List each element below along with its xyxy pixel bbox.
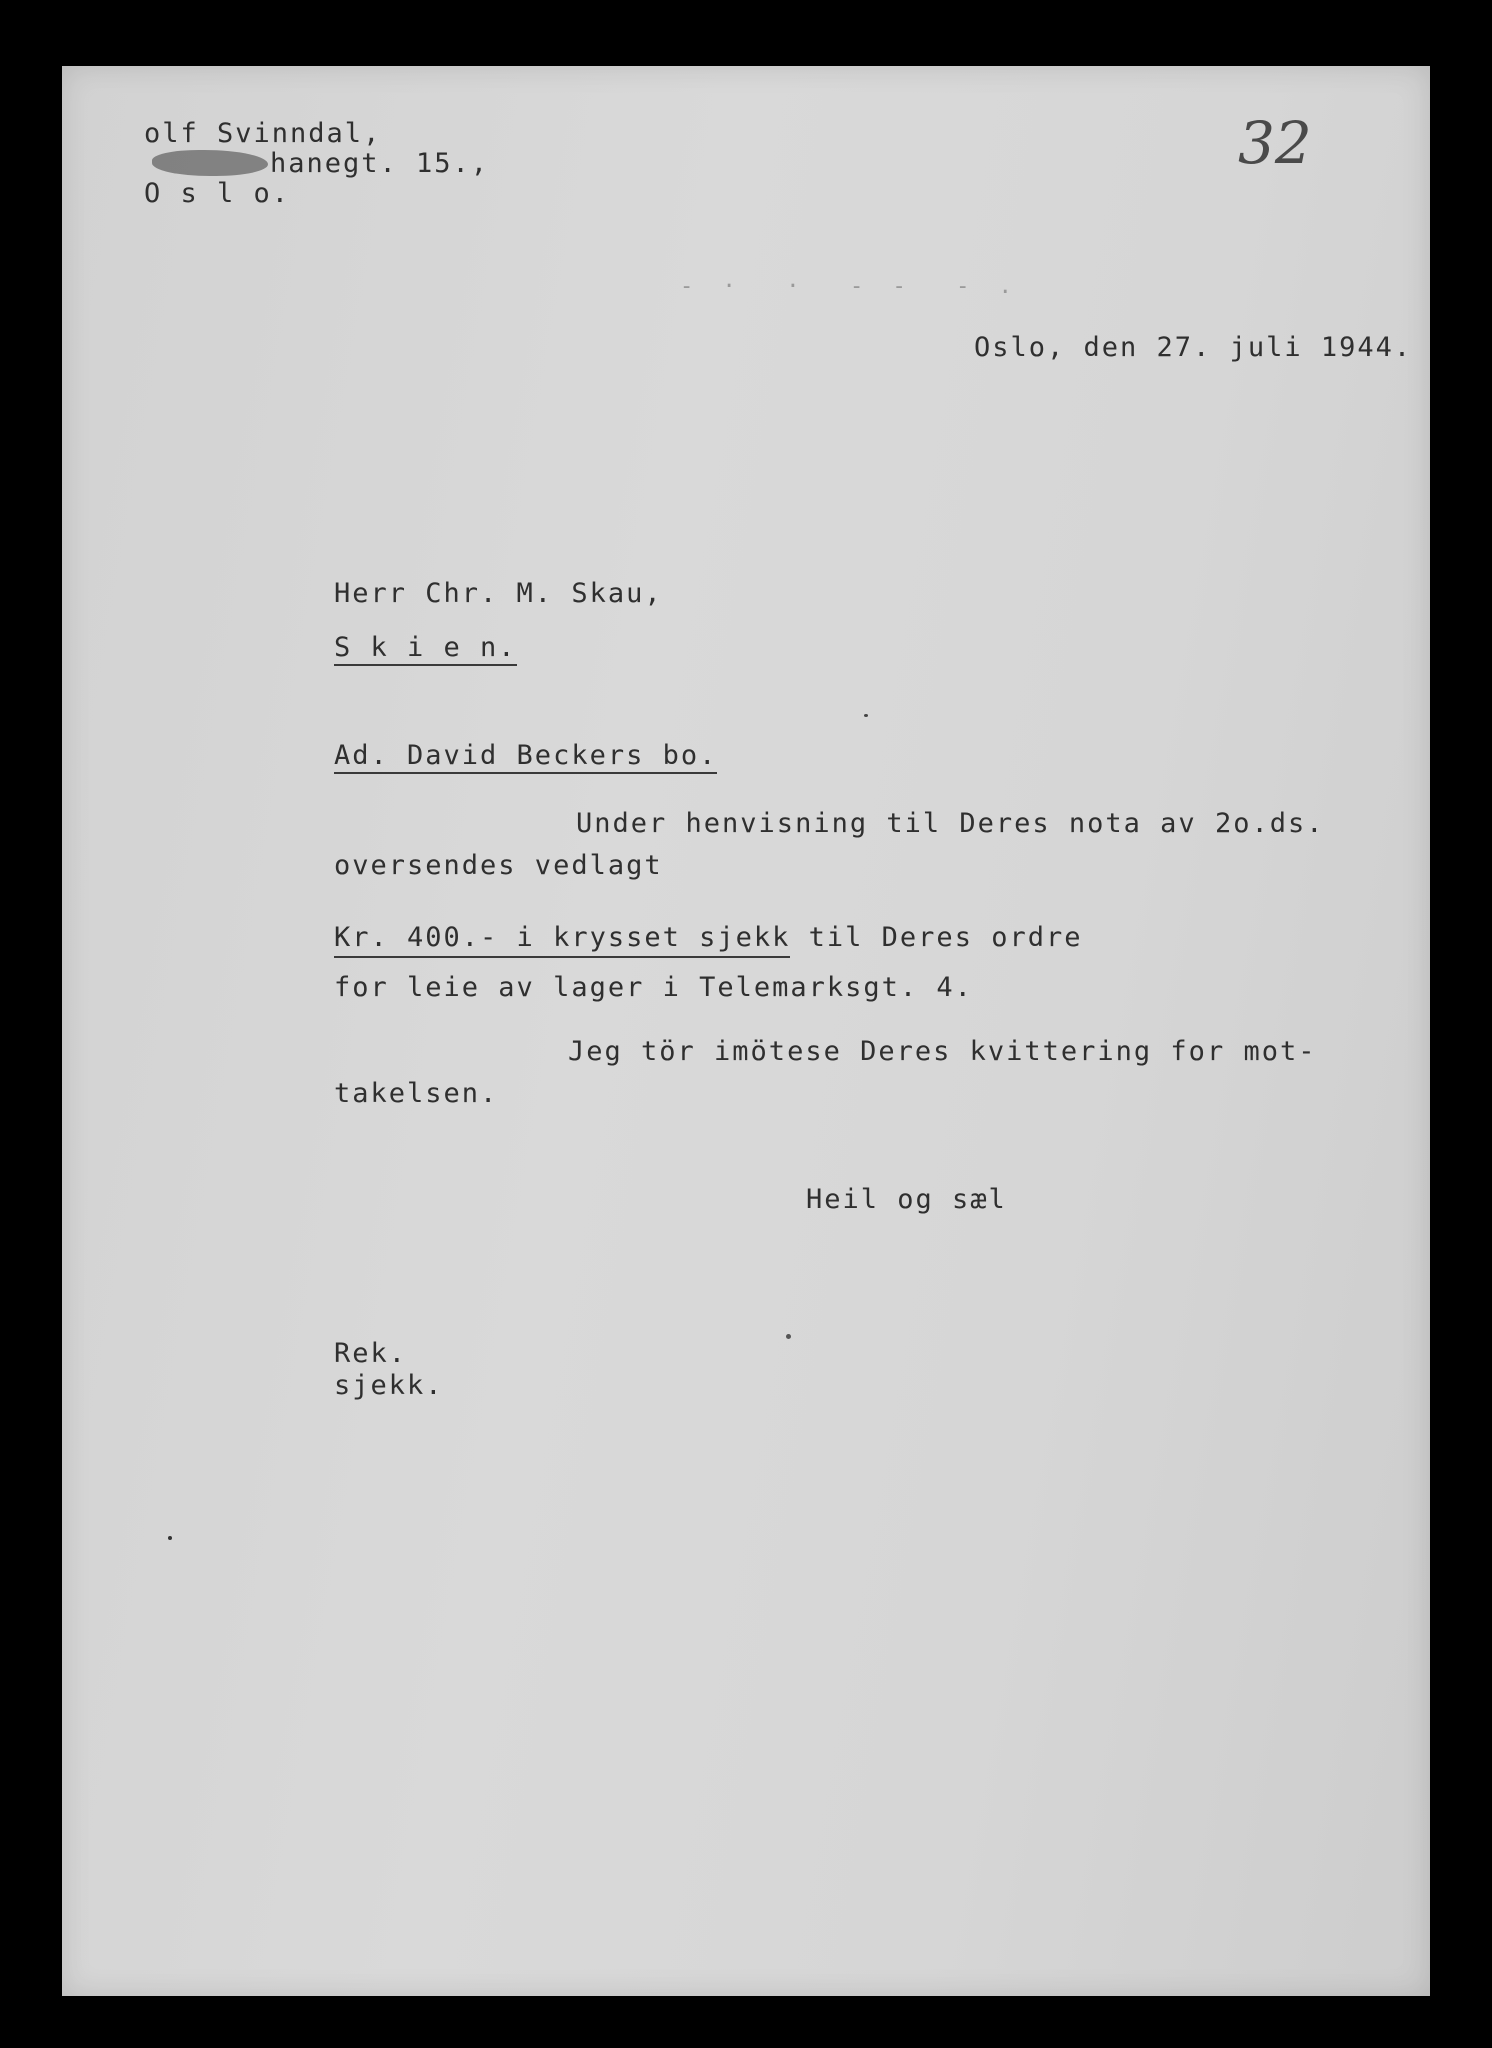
body-line-3-rest: til Deres ordre (790, 922, 1083, 953)
folio-number: 32 (1238, 109, 1312, 177)
closing: Heil og sæl (806, 1184, 1007, 1215)
body-line-2: oversendes vedlagt (334, 850, 663, 881)
ink-blot (152, 150, 268, 176)
enclosure-line-1: Rek. (334, 1338, 408, 1369)
body-line-3 (334, 924, 1082, 951)
letter-page (62, 66, 1430, 1996)
body-line-4: for leie av lager i Telemarksgt. 4. (334, 972, 973, 1003)
body-line-6: takelsen. (334, 1078, 499, 1109)
speck (864, 714, 868, 717)
faint-marks: - · · - - - . (680, 274, 1020, 299)
recipient-city: S k i e n. (334, 634, 517, 666)
body-line-1: Under henvisning til Deres nota av 2o.ds. (576, 808, 1325, 839)
letterhead-line-3: O s l o. (144, 178, 291, 209)
body-line-5: Jeg tör imötese Deres kvittering for mot- (568, 1036, 1317, 1067)
speck (786, 1334, 791, 1339)
recipient-name: Herr Chr. M. Skau, (334, 578, 663, 609)
letterhead-line-1: olf Svinndal, (144, 118, 382, 149)
amount-underlined: Kr. 400.- i krysset sjekk (334, 922, 790, 958)
subject-line: Ad. David Beckers bo. (334, 742, 717, 774)
speck (168, 1536, 172, 1540)
letterhead-line-2: hanegt. 15., (270, 148, 490, 179)
enclosure-line-2: sjekk. (334, 1370, 444, 1401)
date-line: Oslo, den 27. juli 1944. (974, 332, 1413, 363)
